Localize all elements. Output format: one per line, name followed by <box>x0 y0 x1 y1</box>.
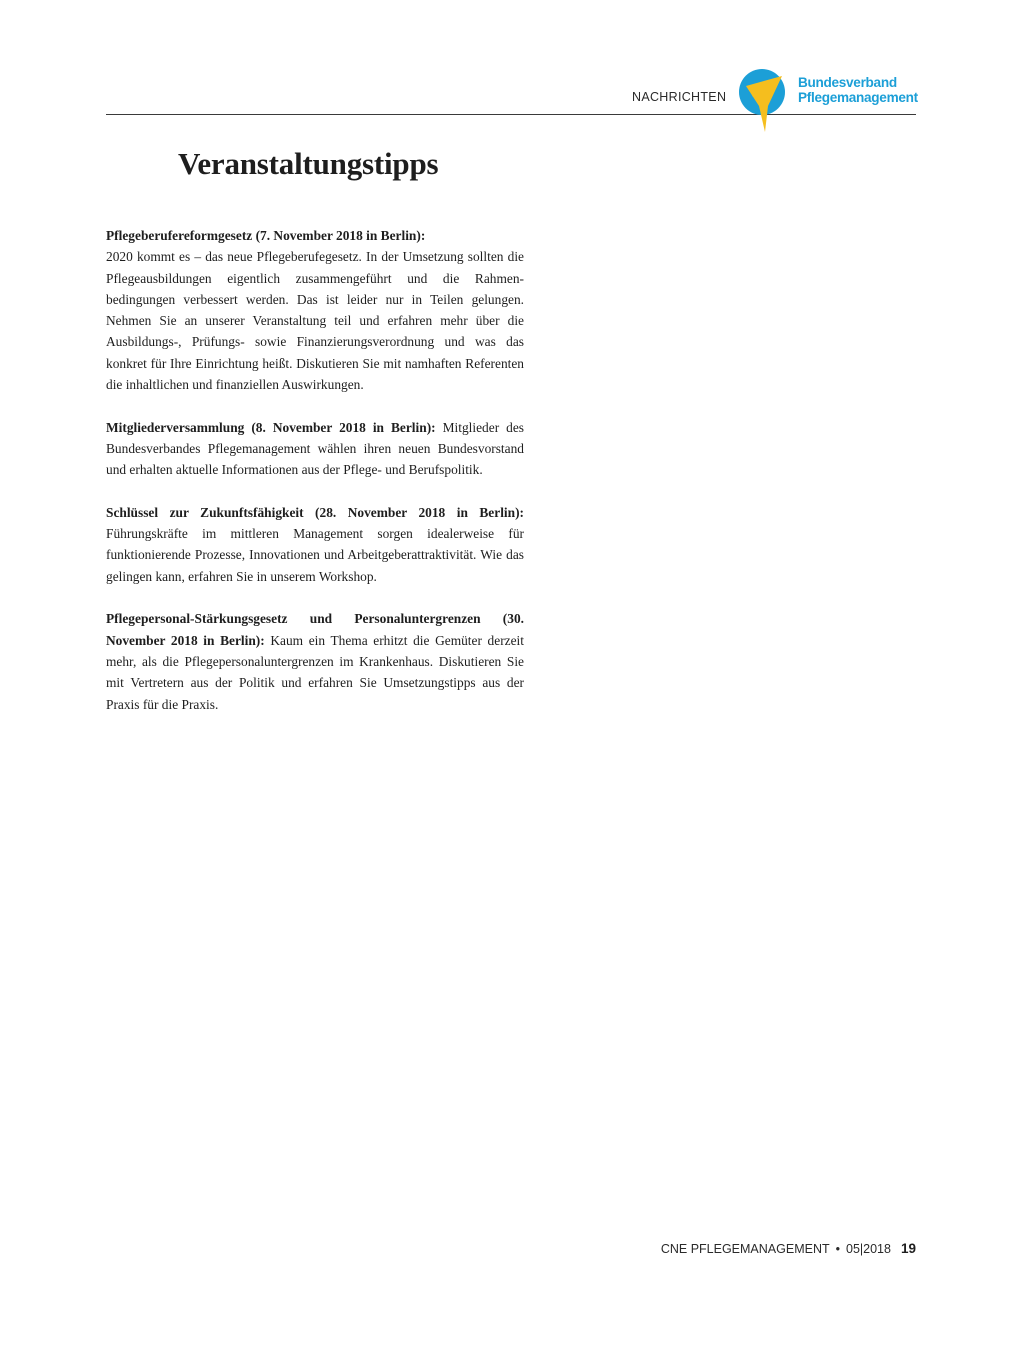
event-description: Mitglieder des Bundesverbandes Pflegemanagement wählen ihren neuen Bundesvorstand und erhalten aktuelle Informationen aus der Pflege- und Berufspolitik. <box>106 419 524 478</box>
event-description: Kaum ein Thema erhitzt die Gemüter derzeit mehr, als die Pflegepersonaluntergrenzen im Krankenhaus. Diskutieren Sie mit Vertretern aus der Politik und erfahren Sie Umsetzungstipps aus der Praxis für die Praxis. <box>106 632 524 712</box>
event-title: Mitgliederversammlung (8. November 2018 in Berlin): <box>106 419 436 435</box>
logo-line-2: Pflegemanagement <box>798 89 918 105</box>
footer-separator: • <box>835 1242 840 1256</box>
issue-number: 05|2018 <box>846 1242 891 1256</box>
logo-wordmark <box>798 76 918 105</box>
event-description: 2020 kommt es – das neue Pflegeberufegesetz. In der Umsetzung sollten die Pflegeausbildungen eigentlich zusammengeführt und die Rahmenbedingungen verbessert werden. Das ist leider nur in Teilen gelungen. Nehmen Sie an unserer Veranstaltung teil und erfahren mehr über die Ausbildungs-, Prüfungs- sowie Finanzierungsverordnung und was das konkret für Ihre Einrichtung heißt. Diskutieren Sie mit namhaften Referenten die inhaltlichen und finanziellen Auswirkungen. <box>106 249 524 393</box>
event-item <box>106 225 524 395</box>
section-label: NACHRICHTEN <box>632 90 727 104</box>
event-title: Pflegepersonal-Stärkungsgesetz und Personaluntergrenzen (30. November 2018 in Berlin): <box>106 611 524 648</box>
journal-name: CNE PFLEGEMANAGEMENT <box>660 1242 830 1256</box>
event-list <box>106 225 524 736</box>
event-item <box>106 417 524 481</box>
bundesverband-logo-icon <box>734 66 794 136</box>
event-item <box>106 608 524 714</box>
organization-logo <box>734 66 920 136</box>
event-title: Pflegeberufereformgesetz (7. November 2018 in Berlin): <box>106 228 426 243</box>
logo-line-1: Bundesverband <box>798 75 897 90</box>
event-item <box>106 502 524 587</box>
page-title: Veranstaltungstipps <box>178 146 439 181</box>
event-title: Schlüssel zur Zukunftsfähigkeit (28. November 2018 in Berlin): <box>106 504 524 520</box>
page-footer <box>661 1241 916 1256</box>
page-number: 19 <box>900 1241 916 1256</box>
event-description: Führungskräfte im mittleren Management sorgen idealerweise für funktionierende Prozesse, Innovationen und Arbeitgeberattraktivität. Wie das gelingen kann, erfahren Sie in unserem Workshop. <box>106 526 524 584</box>
